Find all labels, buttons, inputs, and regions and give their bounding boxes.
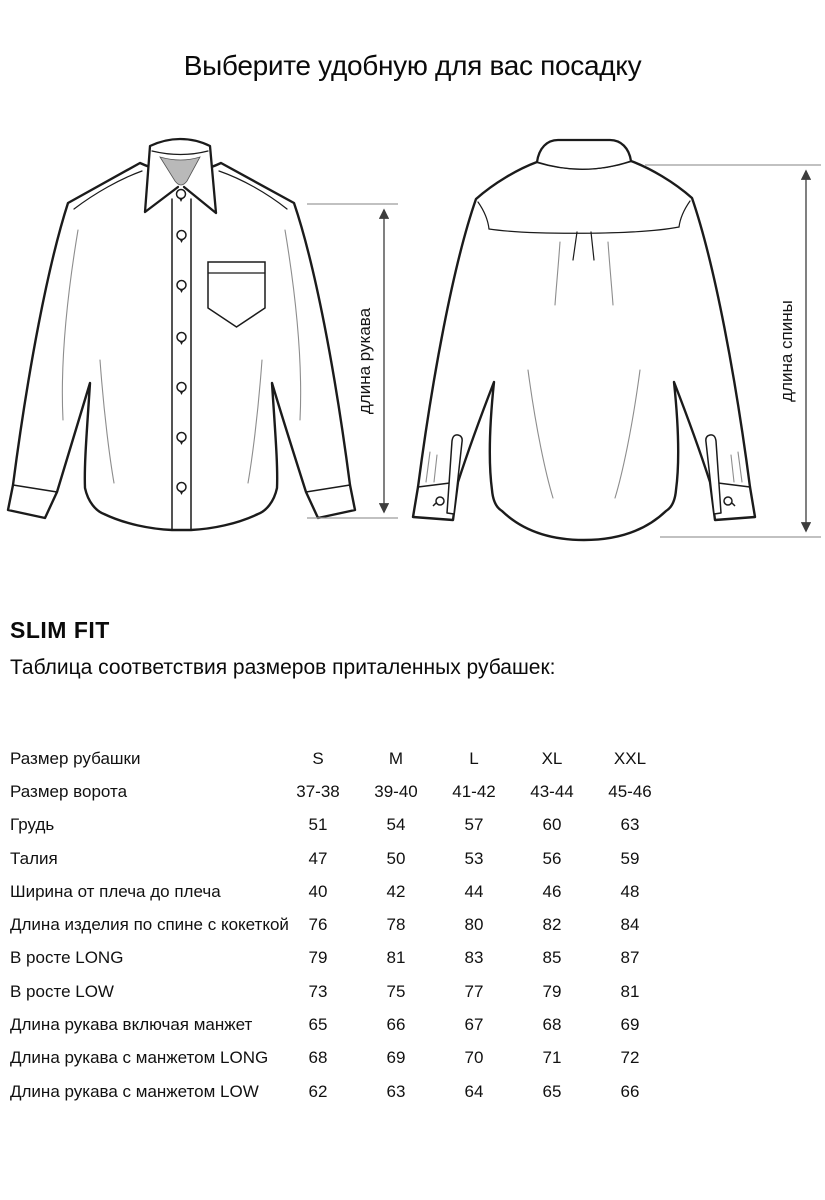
table-cell: 69 <box>620 1015 640 1035</box>
table-cell: 66 <box>386 1015 406 1035</box>
column-header: L <box>469 748 479 768</box>
table-header-row <box>0 742 690 775</box>
table-cell: 81 <box>386 948 406 968</box>
table-cell: 59 <box>620 848 640 868</box>
table-cell: 62 <box>308 1081 328 1101</box>
table-cell: 79 <box>542 981 562 1001</box>
table-cell: 65 <box>542 1081 562 1101</box>
sleeve-length-label: длина рукава <box>355 307 374 415</box>
column-header: M <box>388 748 404 768</box>
row-label: В росте LONG <box>10 948 124 968</box>
row-label: Длина рукава с манжетом LOW <box>10 1081 259 1101</box>
table-cell: 57 <box>464 815 484 835</box>
table-cell: 73 <box>308 981 328 1001</box>
table-cell: 76 <box>308 915 328 935</box>
table-row <box>0 809 690 842</box>
table-cell: 45-46 <box>608 781 652 801</box>
table-cell: 69 <box>386 1048 406 1068</box>
table-cell: 83 <box>464 948 484 968</box>
table-row <box>0 775 690 808</box>
column-header: XL <box>541 748 563 768</box>
table-row <box>0 942 690 975</box>
table-row <box>0 1008 690 1041</box>
table-cell: 77 <box>464 981 484 1001</box>
table-row <box>0 1075 690 1108</box>
back-length-label: длина спины <box>777 300 796 402</box>
table-cell: 81 <box>620 981 640 1001</box>
table-cell: 42 <box>386 881 406 901</box>
table-cell: 48 <box>620 881 640 901</box>
table-cell: 53 <box>464 848 484 868</box>
table-row <box>0 842 690 875</box>
table-cell: 87 <box>620 948 640 968</box>
row-label: Ширина от плеча до плеча <box>10 881 221 901</box>
table-cell: 71 <box>542 1048 562 1068</box>
table-cell: 82 <box>542 915 562 935</box>
table-cell: 51 <box>308 815 328 835</box>
column-header: S <box>312 748 324 768</box>
row-label: Грудь <box>10 815 55 835</box>
row-label: Длина рукава включая манжет <box>10 1015 253 1035</box>
table-cell: 85 <box>542 948 562 968</box>
section-subtitle: Таблица соответствия размеров приталенных рубашек: <box>10 656 556 679</box>
table-cell: 60 <box>542 815 562 835</box>
table-cell: 80 <box>464 915 484 935</box>
table-cell: 56 <box>542 848 562 868</box>
table-cell: 75 <box>386 981 406 1001</box>
row-label: Размер ворота <box>10 781 128 801</box>
table-cell: 37-38 <box>296 781 340 801</box>
table-cell: 65 <box>308 1015 328 1035</box>
table-cell: 39-40 <box>374 781 418 801</box>
row-label: В росте LOW <box>10 981 114 1001</box>
table-cell: 68 <box>542 1015 562 1035</box>
table-row <box>0 975 690 1008</box>
row-label: Длина изделия по спине с кокеткой <box>10 915 289 935</box>
shirt-fit-diagram <box>0 130 825 570</box>
back-collar <box>537 140 631 169</box>
table-cell: 70 <box>464 1048 484 1068</box>
table-cell: 63 <box>620 815 640 835</box>
table-cell: 67 <box>464 1015 484 1035</box>
table-cell: 43-44 <box>530 781 574 801</box>
table-row <box>0 908 690 941</box>
table-cell: 41-42 <box>452 781 496 801</box>
table-cell: 50 <box>386 848 406 868</box>
table-cell: 46 <box>542 881 562 901</box>
table-cell: 47 <box>308 848 328 868</box>
row-label: Длина рукава с манжетом LONG <box>10 1048 269 1068</box>
table-cell: 54 <box>386 815 406 835</box>
shirt-back-drawing <box>413 140 755 540</box>
table-cell: 66 <box>620 1081 640 1101</box>
section-heading: SLIM FIT <box>10 617 110 643</box>
table-row <box>0 875 690 908</box>
row-label: Талия <box>10 848 58 868</box>
table-row <box>0 1042 690 1075</box>
shirt-front-drawing <box>8 139 355 530</box>
size-table <box>0 742 690 1108</box>
table-cell: 79 <box>308 948 328 968</box>
column-header: XXL <box>613 748 647 768</box>
row-label: Размер рубашки <box>10 748 141 768</box>
table-cell: 72 <box>620 1048 640 1068</box>
table-cell: 84 <box>620 915 640 935</box>
table-cell: 40 <box>308 881 328 901</box>
table-cell: 63 <box>386 1081 406 1101</box>
table-cell: 78 <box>386 915 406 935</box>
table-cell: 44 <box>464 881 484 901</box>
page-title: Выберите удобную для вас посадку <box>183 50 642 81</box>
table-cell: 64 <box>464 1081 484 1101</box>
table-cell: 68 <box>308 1048 328 1068</box>
